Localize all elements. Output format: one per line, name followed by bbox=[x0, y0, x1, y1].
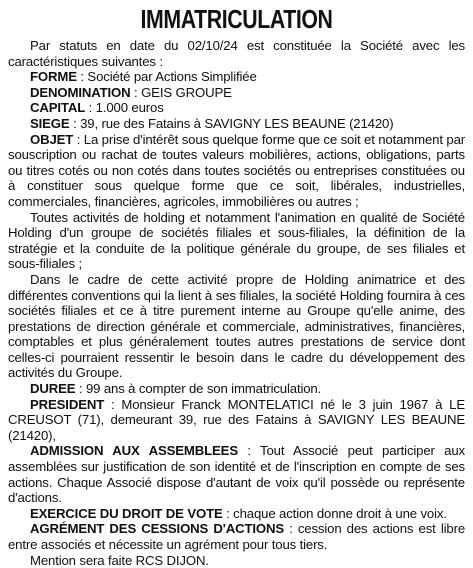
capital-label: CAPITAL bbox=[30, 100, 86, 116]
duree-label: DUREE bbox=[30, 381, 76, 397]
holding-activities-paragraph: Toutes activités de holding et notamment l'animation en qualité de Société Holding d'un groupe de sociétés filiales et sous-filiales, la définition de la stratégie et la conduite de la politique générale du groupe, de ses filiales et sous-filiales ; bbox=[8, 209, 465, 272]
siege-value: : 39, rue des Fatains à SAVIGNY LES BEAUNE (21420) bbox=[69, 115, 394, 131]
president-value: : Monsieur Franck MONTELATICI né le 3 juin 1967 à LE CREUSOT (71), demeurant 39, rue des Fatains à SAVIGNY LES BEAUNE (21420), bbox=[8, 396, 465, 443]
forme-value: : Société par Actions Simplifiée bbox=[76, 69, 257, 85]
duree-value: : 99 ans à compter de son immatriculation. bbox=[75, 381, 322, 397]
objet-label: OBJET bbox=[30, 131, 74, 147]
admission-field bbox=[8, 443, 465, 505]
droit-vote-value: : chaque action donne droit à une voix. bbox=[222, 505, 447, 521]
president-label: PRESIDENT bbox=[30, 396, 105, 412]
notice-body bbox=[8, 38, 465, 568]
mention-paragraph: Mention sera faite RCS DIJON. bbox=[30, 552, 209, 568]
capital-field bbox=[8, 100, 465, 116]
agrement-label: AGRÉMENT DES CESSIONS D'ACTIONS bbox=[30, 521, 285, 537]
holding-services-paragraph: Dans le cadre de cette activité propre de Holding animatrice et des différentes conventions qui la lient à ses filiales, la société Holding fournira à ces sociétés filiales et ce à titre purement interne au Groupe qu'elle anime, des prestations de direction générale et commerciale, administratives, financières, comptables et plus généralement toutes autres prestations de service dont celles-ci pourraient ressentir le besoin dans le cadre du développement des activités du Groupe. bbox=[8, 271, 465, 381]
denomination-value: : GEIS GROUPE bbox=[130, 84, 232, 100]
forme-label: FORME bbox=[30, 69, 77, 85]
capital-value: : 1.000 euros bbox=[85, 100, 164, 116]
denomination-label: DENOMINATION bbox=[30, 84, 131, 100]
intro-paragraph: Par statuts en date du 02/10/24 est constituée la Société avec les caractéristiques suivantes : bbox=[8, 38, 465, 69]
agrement-value: : cession des actions est libre entre associés et nécessite un agrément pour tous tiers. bbox=[8, 521, 465, 552]
notice-title: IMMATRICULATION bbox=[140, 4, 333, 34]
droit-vote-field bbox=[8, 506, 465, 522]
denomination-field bbox=[8, 85, 465, 101]
siege-field bbox=[8, 116, 465, 132]
droit-vote-label: EXERCICE DU DROIT DE VOTE bbox=[30, 505, 223, 521]
forme-field bbox=[8, 69, 465, 85]
objet-value: : La prise d'intérêt sous quelque forme que ce soit et notamment par souscription ou rachat de toutes valeurs mobilières, actions, obligations, parts ou titres cotés ou non cotés dans toutes sociétés ou entreprises constituées ou à constituer sous quelque forme que ce soit, libérales, industrielles, commerciales, financières, agricoles, immobilières ou autres ; bbox=[8, 131, 465, 209]
admission-label: ADMISSION AUX ASSEMBLEES bbox=[30, 443, 238, 459]
duree-field bbox=[8, 381, 465, 397]
admission-value: : Tout Associé peut participer aux assemblées sur justification de son identité et de l'inscription en compte de ses actions. Chaque Associé dispose d'autant de voix qu'il possède ou représente d'actions. bbox=[8, 443, 465, 506]
president-field bbox=[8, 397, 465, 444]
agrement-field bbox=[8, 521, 465, 552]
objet-field bbox=[8, 132, 465, 210]
siege-label: SIEGE bbox=[30, 115, 70, 131]
